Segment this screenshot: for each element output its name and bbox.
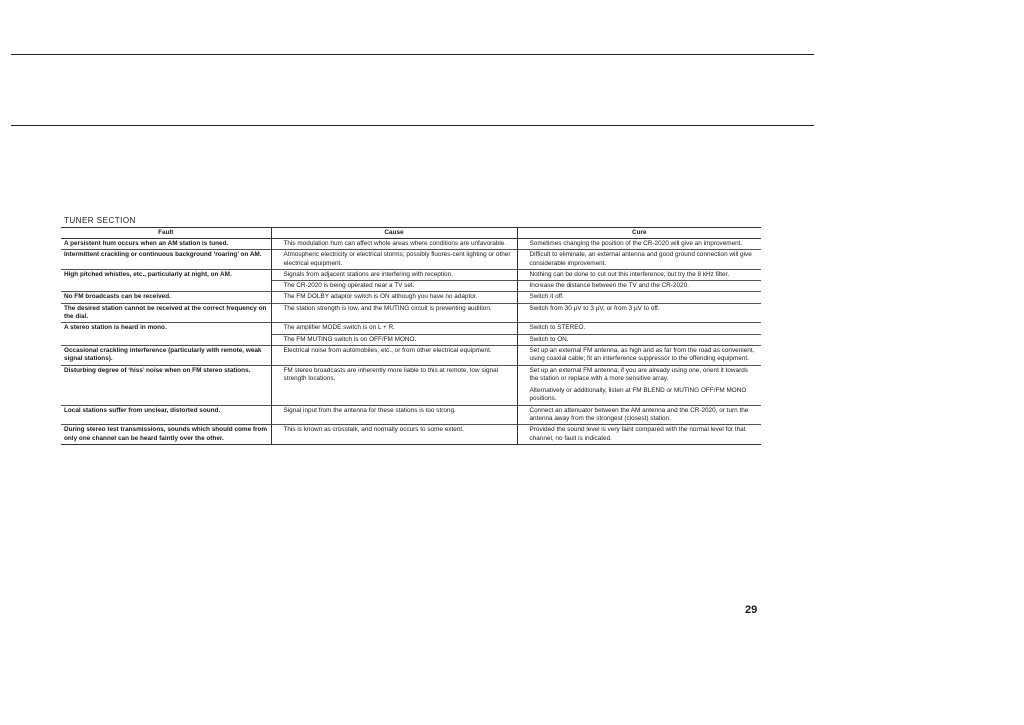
cause-cell: Signals from adjacent stations are interfering with reception. xyxy=(271,269,517,280)
cure-cell: Connect an attenuator between the AM antenna and the CR-2020, or turn the antenna away from the strongest (closest) station. xyxy=(517,405,761,425)
table-row xyxy=(61,405,761,425)
table-row xyxy=(61,239,761,250)
cure-column-header: Cure xyxy=(517,228,761,239)
table-row xyxy=(61,281,761,292)
fault-cell: Intermittent crackling or continuous background ‘roaring’ on AM. xyxy=(61,250,271,270)
cause-cell: The station strength is low, and the MUTING circuit is preventing audition. xyxy=(271,303,517,323)
cure-cell: Difficult to eliminate, an external antenna and good ground connection will give considerable improvement. xyxy=(517,250,761,270)
fault-cell: A stereo station is heard in mono. xyxy=(61,323,271,334)
table-row xyxy=(61,425,761,445)
cure-cell: Switch from 30 µV to 3 µV, or from 3 µV to off. xyxy=(517,303,761,323)
table-row xyxy=(61,365,761,405)
cure-text: Set up an external FM antenna; if you are already using one, orient it towards the station or replace with a more sensitive array. xyxy=(529,366,748,382)
cure-text-extra: Alternatively or additionally, listen at FM BLEND or MUTING OFF/FM MONO positions. xyxy=(529,387,747,403)
fault-cell: Disturbing degree of ‘hiss’ noise when on FM stereo stations. xyxy=(61,365,271,405)
section-title: TUNER SECTION xyxy=(64,216,136,225)
cause-cell: This is known as crosstalk, and normally occurs to some extent. xyxy=(271,425,517,445)
fault-cell: A persistent hum occurs when an AM station is tuned. xyxy=(61,239,271,250)
cure-cell: Switch it off. xyxy=(517,292,761,303)
table-row xyxy=(61,250,761,270)
cause-cell: Atmospheric electricity or electrical storms; possibly fluores-cent lighting or other electrical equipment. xyxy=(271,250,517,270)
fault-cell xyxy=(61,281,271,292)
fault-cell: High pitched whistles, etc., particularly at night, on AM. xyxy=(61,269,271,280)
cure-cell: Set up an external FM antenna, as high and as far from the road as convenient, using coaxial cable; fit an interference suppressor to the offending equipment. xyxy=(517,345,761,365)
table-row xyxy=(61,269,761,280)
cause-cell: This modulation hum can affect whole areas where conditions are unfavorable. xyxy=(271,239,517,250)
table-row xyxy=(61,323,761,334)
cure-cell: Switch to STEREO. xyxy=(517,323,761,334)
cause-cell: The FM DOLBY adaptor switch is ON although you have no adaptor. xyxy=(271,292,517,303)
table-row xyxy=(61,303,761,323)
cure-cell: Sometimes changing the position of the CR-2020 will give an improvement. xyxy=(517,239,761,250)
cure-cell: Switch to ON. xyxy=(517,334,761,345)
middle-rule xyxy=(11,125,814,126)
cause-column-header: Cause xyxy=(271,228,517,239)
troubleshooting-table xyxy=(61,227,761,445)
fault-cell: No FM broadcasts can be received. xyxy=(61,292,271,303)
fault-cell: The desired station cannot be received at the correct frequency on the dial. xyxy=(61,303,271,323)
cure-cell: Nothing can be done to cut out this interference, but try the 8 kHz filter. xyxy=(517,269,761,280)
cure-cell xyxy=(517,365,761,405)
table-row xyxy=(61,292,761,303)
cure-cell: Increase the distance between the TV and the CR-2020. xyxy=(517,281,761,292)
cause-cell: Signal input from the antenna for these stations is too strong. xyxy=(271,405,517,425)
fault-cell: Occasional crackling interference (particularly with remote, weak signal stations). xyxy=(61,345,271,365)
header-row xyxy=(61,228,761,239)
cure-cell: Provided the sound level is very faint compared with the normal level for that channel, no fault is indicated. xyxy=(517,425,761,445)
fault-cell: Local stations suffer from unclear, distorted sound. xyxy=(61,405,271,425)
fault-cell xyxy=(61,334,271,345)
cause-cell: The FM MUTING switch is on OFF/FM MONO. xyxy=(271,334,517,345)
fault-column-header: Fault xyxy=(61,228,271,239)
table-row xyxy=(61,345,761,365)
cause-cell: FM stereo broadcasts are inherently more liable to this at remote, low signal strength locations. xyxy=(271,365,517,405)
top-rule xyxy=(11,54,814,55)
cause-cell: The amplifier MODE switch is on L + R. xyxy=(271,323,517,334)
page-number: 29 xyxy=(745,604,758,616)
cause-cell: The CR-2020 is being operated near a TV set. xyxy=(271,281,517,292)
fault-cell: During stereo test transmissions, sounds which should come from only one channel can be heard faintly over the other. xyxy=(61,425,271,445)
table-row xyxy=(61,334,761,345)
cause-cell: Electrical noise from automobiles, etc., or from other electrical equipment. xyxy=(271,345,517,365)
